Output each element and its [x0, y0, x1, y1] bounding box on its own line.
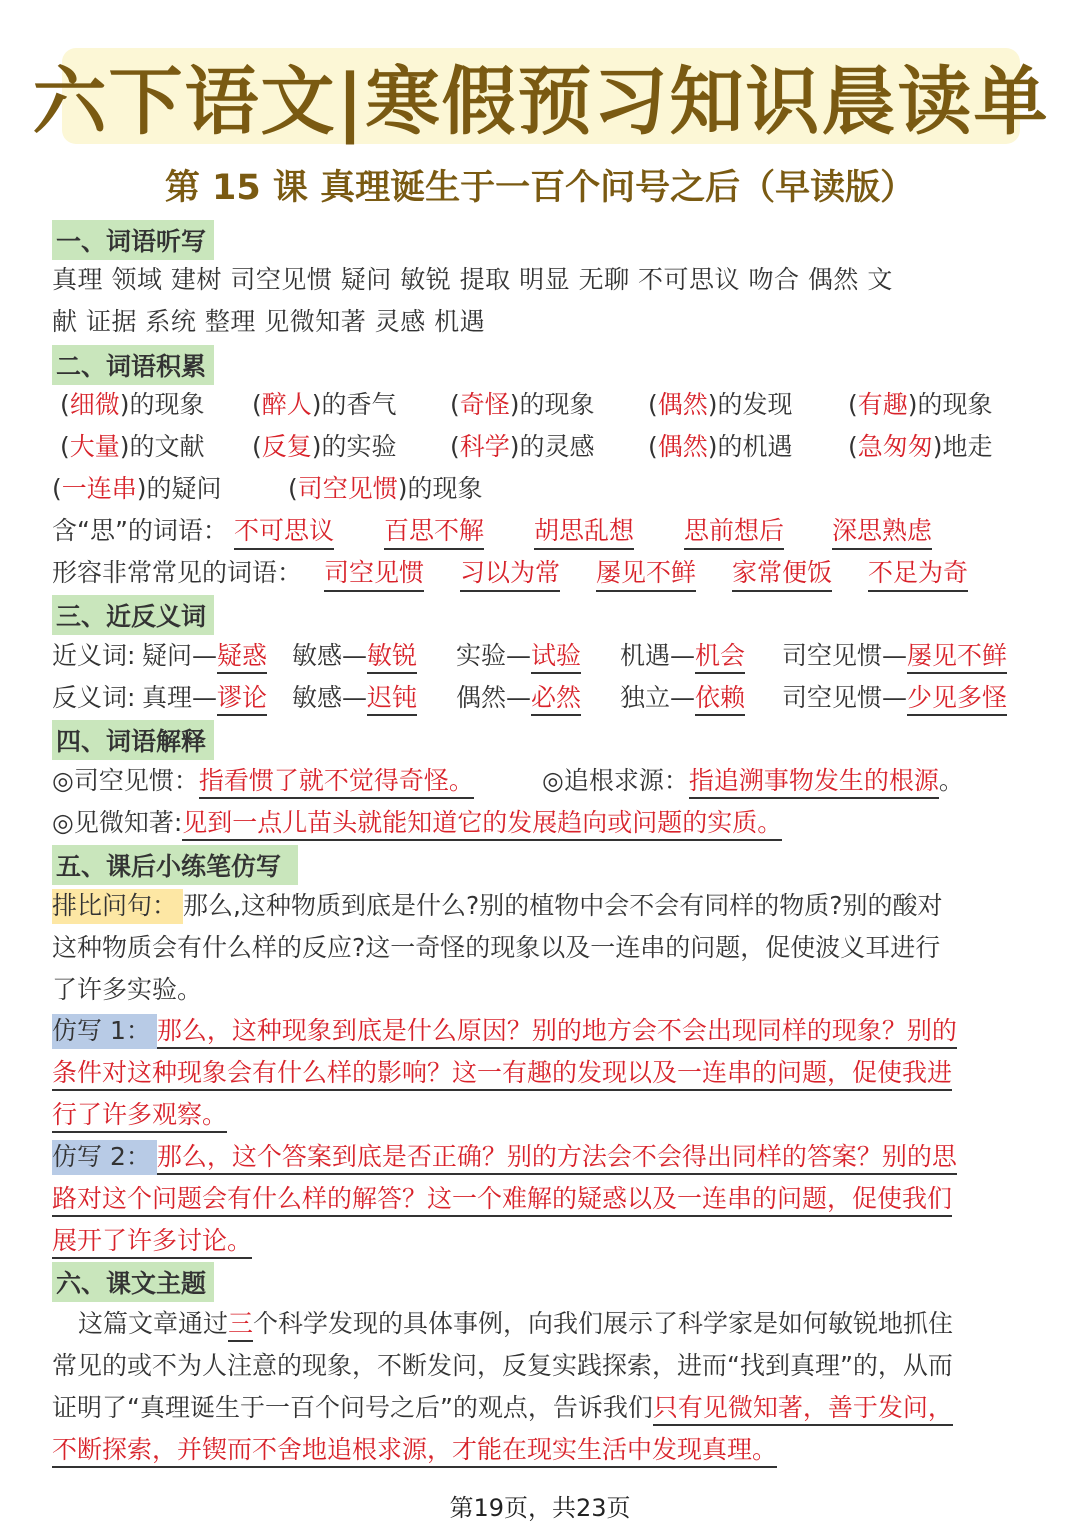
imitation-2-line-2: 路对这个问题会有什么样的解答？这一个难解的疑惑以及一连串的问题，促使我们	[52, 1184, 1037, 1214]
theme-line-3: 证明了“真理诞生于一百个问号之后”的观点，告诉我们只有见微知著，善于发问，	[52, 1393, 1037, 1423]
synonym-pair: 司空见惯—屡见不鲜	[782, 641, 1007, 671]
common-word: 习以为常	[460, 558, 560, 592]
theme-line-2: 常见的或不为人注意的现象，不断发问，反复实践探索，进而“找到真理”的，从而	[52, 1351, 953, 1380]
phrase-item: (反复)的实验	[252, 432, 397, 461]
phrase-item: (偶然)的机遇	[648, 432, 793, 461]
definition-item: ◎追根求源：指追溯事物发生的根源。	[542, 766, 964, 796]
phrase-item: (奇怪)的现象	[450, 390, 595, 419]
definition-row-2: ◎见微知著:见到一点儿苗头就能知道它的发展趋向或问题的实质。	[52, 808, 1037, 838]
dictation-line-2: 献 证据 系统 整理 见微知著 灵感 机遇	[52, 307, 486, 336]
si-word: 百思不解	[384, 516, 484, 550]
phrase-item: (司空见惯)的现象	[288, 474, 483, 503]
section-2-title: 二、词语积累	[52, 345, 214, 385]
phrase-item: (一连串)的疑问	[52, 474, 222, 503]
imitation-2-line-3: 展开了许多讨论。	[52, 1226, 1037, 1256]
si-words-label: 含“思”的词语：	[52, 516, 228, 545]
theme-line-4: 不断探索，并锲而不舍地追根求源，才能在现实生活中发现真理。	[52, 1435, 1037, 1465]
phrase-item: (有趣)的现象	[848, 390, 993, 419]
si-word: 胡思乱想	[534, 516, 634, 550]
phrase-item: (科学)的灵感	[450, 432, 595, 461]
antonym-pair: 司空见惯—少见多怪	[782, 683, 1007, 713]
page-number: 第19页，共23页	[449, 1494, 631, 1522]
definition-item: ◎司空见惯：指看惯了就不觉得奇怪。	[52, 766, 474, 796]
imitation-1-line-1: 仿写 1： 那么，这种现象到底是什么原因？别的地方会不会出现同样的现象？别的	[52, 1016, 1037, 1046]
antonym-pair: 真理—谬论	[142, 683, 267, 713]
antonym-pair: 偶然—必然	[456, 683, 581, 713]
lesson-subtitle: 第 15 课 真理诞生于一百个问号之后（早读版）	[164, 168, 916, 208]
bullet-icon: ◎	[542, 766, 564, 795]
original-line-3: 了许多实验。	[52, 975, 203, 1004]
common-word: 屡见不鲜	[596, 558, 696, 592]
section-6-title: 六、课文主题	[52, 1262, 214, 1302]
section-4-title: 四、词语解释	[52, 720, 214, 760]
synonym-pair: 机遇—机会	[620, 641, 745, 671]
si-word: 深思熟虑	[832, 516, 932, 550]
common-word: 家常便饭	[732, 558, 832, 592]
tag-imitation-1: 仿写 1：	[52, 1014, 157, 1049]
si-word: 不可思议	[234, 516, 334, 550]
imitation-2-line-1: 仿写 2： 那么，这个答案到底是否正确？别的方法会不会得出同样的答案？别的思	[52, 1142, 1037, 1172]
imitation-1-line-3: 行了许多观察。	[52, 1100, 1037, 1130]
phrase-item: (细微)的现象	[60, 390, 205, 419]
synonym-pair: 疑问—疑惑	[142, 641, 267, 671]
tag-imitation-2: 仿写 2：	[52, 1140, 157, 1175]
synonyms-label: 近义词:	[52, 641, 136, 670]
tag-parallel-question: 排比问句：	[52, 889, 183, 924]
section-5-title: 五、课后小练笔仿写	[52, 845, 298, 885]
original-line-1: 排比问句： 那么,这种物质到底是什么?别的植物中会不会有同样的物质?别的酸对	[52, 891, 1037, 921]
theme-line-1: 这篇文章通过三个科学发现的具体事例，向我们展示了科学家是如何敏锐地抓住	[52, 1309, 1037, 1339]
si-word: 思前想后	[684, 516, 784, 550]
antonym-pair: 敏感—迟钝	[292, 683, 417, 713]
phrase-item: (偶然)的发现	[648, 390, 793, 419]
antonyms-label: 反义词:	[52, 683, 136, 712]
synonym-pair: 实验—试验	[456, 641, 581, 671]
phrase-item: (急匆匆)地走	[848, 432, 993, 461]
common-word: 不足为奇	[868, 558, 968, 592]
bullet-icon: ◎	[52, 808, 74, 837]
original-line-2: 这种物质会有什么样的反应?这一奇怪的现象以及一连串的问题，促使波义耳进行	[52, 933, 941, 962]
antonym-pair: 独立—依赖	[620, 683, 745, 713]
page-title: 六下语文|寒假预习知识晨读单	[62, 48, 1020, 144]
phrase-item: (大量)的文献	[60, 432, 205, 461]
imitation-1-line-2: 条件对这种现象会有什么样的影响？这一有趣的发现以及一连串的问题，促使我进	[52, 1058, 1037, 1088]
dictation-line-1: 真理 领域 建树 司空见惯 疑问 敏锐 提取 明显 无聊 不可思议 吻合 偶然 文	[52, 265, 893, 294]
common-word: 司空见惯	[324, 558, 424, 592]
common-words-label: 形容非常常见的词语：	[52, 558, 303, 587]
phrase-item: (醉人)的香气	[252, 390, 397, 419]
bullet-icon: ◎	[52, 766, 74, 795]
synonym-pair: 敏感—敏锐	[292, 641, 417, 671]
section-1-title: 一、词语听写	[52, 220, 214, 260]
section-3-title: 三、近反义词	[52, 595, 214, 635]
